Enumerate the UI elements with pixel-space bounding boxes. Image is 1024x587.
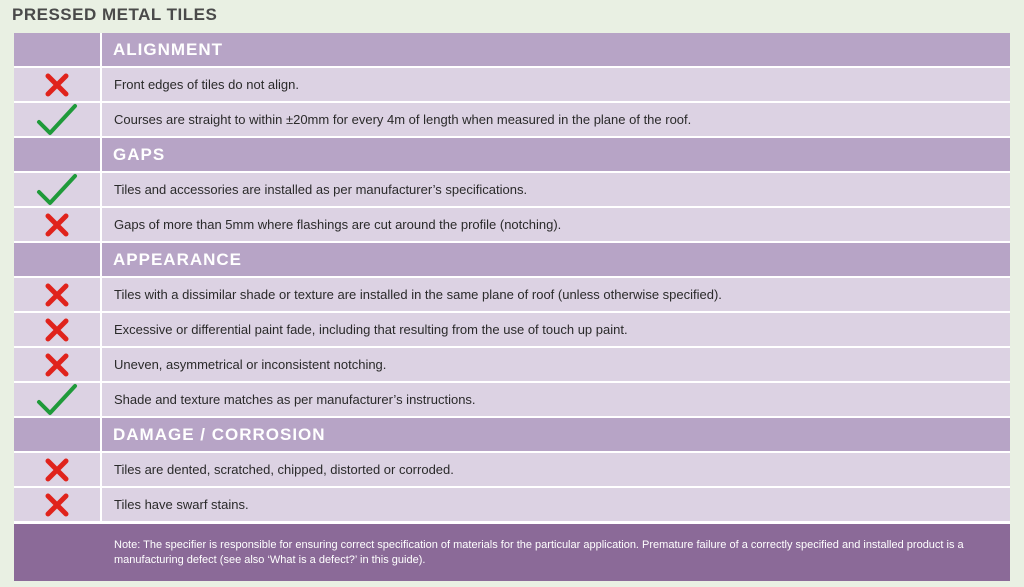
checklist-table bbox=[14, 33, 1010, 581]
page-title: PRESSED METAL TILES bbox=[12, 5, 218, 24]
section-heading: DAMAGE / CORROSION bbox=[102, 418, 1010, 451]
section-heading: ALIGNMENT bbox=[102, 33, 1010, 66]
checklist-text: Tiles and accessories are installed as per manufacturer’s specifications. bbox=[102, 173, 1010, 206]
note-text bbox=[102, 524, 1010, 581]
status-icon-cell bbox=[14, 278, 100, 311]
checklist-row bbox=[14, 383, 1010, 416]
checklist-row bbox=[14, 313, 1010, 346]
checklist-text: Shade and texture matches as per manufacturer’s instructions. bbox=[102, 383, 1010, 416]
cross-icon bbox=[44, 318, 70, 342]
checklist-row bbox=[14, 103, 1010, 136]
section-header bbox=[14, 418, 1010, 451]
status-icon-cell bbox=[14, 348, 100, 381]
checklist-text: Excessive or differential paint fade, including that resulting from the use of touch up paint. bbox=[102, 313, 1010, 346]
note-body: Note: The specifier is responsible for ensuring correct specification of materials for the particular application. Premature failure of a correctly specified and installed product is a manufacturing defect (see also ‘What is a defect?’ in this guide). bbox=[114, 538, 964, 566]
note-icon-cell bbox=[14, 524, 100, 581]
status-icon-cell bbox=[14, 68, 100, 101]
section-header bbox=[14, 138, 1010, 171]
section-icon-cell bbox=[14, 33, 100, 66]
checklist-text: Tiles with a dissimilar shade or texture are installed in the same plane of roof (unless otherwise specified). bbox=[102, 278, 1010, 311]
checklist-row bbox=[14, 348, 1010, 381]
note-row bbox=[14, 524, 1010, 581]
section-icon-cell bbox=[14, 138, 100, 171]
checklist-text: Gaps of more than 5mm where flashings are cut around the profile (notching). bbox=[102, 208, 1010, 241]
status-icon-cell bbox=[14, 313, 100, 346]
section-icon-cell bbox=[14, 418, 100, 451]
checkmark-icon bbox=[36, 172, 78, 208]
status-icon-cell bbox=[14, 383, 100, 416]
checklist-text: Courses are straight to within ±20mm for every 4m of length when measured in the plane of the roof. bbox=[102, 103, 1010, 136]
checklist-row bbox=[14, 208, 1010, 241]
status-icon-cell bbox=[14, 453, 100, 486]
section-heading: GAPS bbox=[102, 138, 1010, 171]
status-icon-cell bbox=[14, 173, 100, 206]
status-icon-cell bbox=[14, 103, 100, 136]
checklist-row bbox=[14, 453, 1010, 486]
checklist-row bbox=[14, 278, 1010, 311]
status-icon-cell bbox=[14, 488, 100, 521]
checklist-row bbox=[14, 488, 1010, 521]
section-heading: APPEARANCE bbox=[102, 243, 1010, 276]
checklist-text: Front edges of tiles do not align. bbox=[102, 68, 1010, 101]
checkmark-icon bbox=[36, 382, 78, 418]
cross-icon bbox=[44, 353, 70, 377]
cross-icon bbox=[44, 493, 70, 517]
cross-icon bbox=[44, 213, 70, 237]
checklist-text: Tiles are dented, scratched, chipped, distorted or corroded. bbox=[102, 453, 1010, 486]
checkmark-icon bbox=[36, 102, 78, 138]
checklist-text: Uneven, asymmetrical or inconsistent notching. bbox=[102, 348, 1010, 381]
section-icon-cell bbox=[14, 243, 100, 276]
checklist-row bbox=[14, 68, 1010, 101]
checklist-row bbox=[14, 173, 1010, 206]
checklist-text: Tiles have swarf stains. bbox=[102, 488, 1010, 521]
cross-icon bbox=[44, 283, 70, 307]
section-header bbox=[14, 243, 1010, 276]
status-icon-cell bbox=[14, 208, 100, 241]
cross-icon bbox=[44, 73, 70, 97]
section-header bbox=[14, 33, 1010, 66]
cross-icon bbox=[44, 458, 70, 482]
